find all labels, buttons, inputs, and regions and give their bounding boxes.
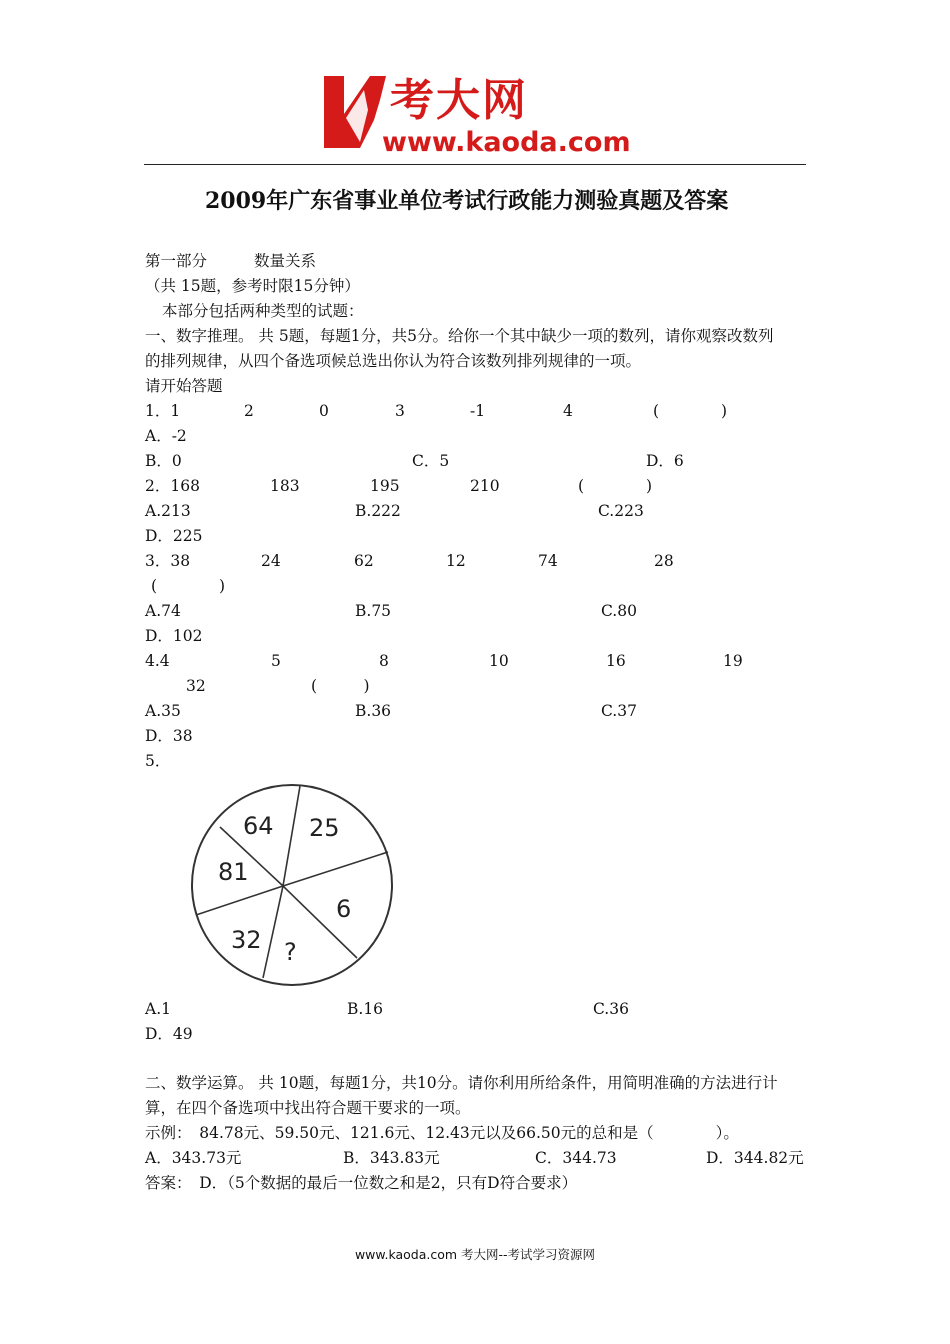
q1-blank: ( ): [653, 402, 728, 420]
part-name: 数量关系: [254, 252, 317, 270]
section1-desc-line2: 的排列规律，从四个备选项候总选出你认为符合该数列排列规律的一项。: [145, 352, 642, 370]
part-label: 第一部分: [145, 252, 208, 270]
q4-blank: ( ): [311, 677, 370, 695]
kaoda-k-logo-icon: [320, 70, 390, 150]
q4-option-b: B.36: [355, 702, 392, 720]
logo-url: www.kaoda.com: [382, 127, 631, 158]
q4-term: 8: [379, 652, 389, 670]
header-divider: [144, 164, 806, 165]
circle-unknown: ?: [284, 938, 297, 966]
q1-term: 4: [563, 402, 573, 420]
q3-option-d: D．102: [145, 627, 203, 645]
q3-option-c: C.80: [601, 602, 637, 620]
q3-term: 74: [538, 552, 558, 570]
q3-option-b: B.75: [355, 602, 392, 620]
q1-option-c: C．5: [412, 452, 450, 470]
q3-term: 12: [446, 552, 466, 570]
q4-option-d: D．38: [145, 727, 193, 745]
q1-option-d: D．6: [646, 452, 684, 470]
q5-option-b: B.16: [347, 1000, 384, 1018]
q1-term: 0: [319, 402, 329, 420]
section2-desc-line1: 二、数学运算。 共 10题，每题1分，共10分。请你利用所给条件，用简明准确的方法进行计: [145, 1074, 778, 1092]
q3-number: 3．38: [145, 552, 191, 570]
q2-number: 2．168: [145, 477, 200, 495]
section1-desc-line1: 一、数字推理。 共 5题，每题1分，共5分。给你一个其中缺少一项的数列，请你观察改数列: [145, 327, 774, 345]
q2-option-d: D．225: [145, 527, 203, 545]
circle-number: 25: [309, 814, 340, 842]
q4-option-c: C.37: [601, 702, 637, 720]
q1-term: -1: [470, 402, 486, 420]
part-meta: （共 15题，参考时限15分钟）: [145, 277, 360, 295]
part-intro: 本部分包括两种类型的试题：: [162, 302, 364, 320]
q2-term: 210: [470, 477, 500, 495]
example-option-d: D．344.82元: [706, 1149, 804, 1167]
q4-term: 10: [489, 652, 509, 670]
q1-option-a: A．-2: [145, 427, 187, 445]
example-answer: 答案： D．（5个数据的最后一位数之和是2，只有D符合要求）: [145, 1174, 578, 1192]
example-option-b: B．343.83元: [343, 1149, 440, 1167]
q3-term: 24: [261, 552, 281, 570]
circle-number: 32: [231, 926, 262, 954]
q2-option-c: C.223: [598, 502, 644, 520]
q3-option-a: A.74: [145, 602, 181, 620]
example-option-c: C．344.73: [535, 1149, 617, 1167]
q4-term: 32: [186, 677, 206, 695]
q1-term: 2: [244, 402, 254, 420]
q2-term: 183: [270, 477, 300, 495]
q2-option-a: A.213: [145, 502, 191, 520]
page-footer: www.kaoda.com 考大网--考试学习资源网: [354, 1247, 596, 1262]
q2-term: 195: [370, 477, 400, 495]
example-option-a: A．343.73元: [145, 1149, 242, 1167]
circle-number: 64: [243, 812, 274, 840]
q2-option-b: B.222: [355, 502, 401, 520]
q4-term: 5: [271, 652, 281, 670]
q3-term: 62: [354, 552, 374, 570]
logo-text: 考大网: [390, 75, 528, 126]
q5-circle-figure: [185, 782, 400, 987]
q4-term: 19: [723, 652, 743, 670]
q1-term: 3: [395, 402, 405, 420]
q5-option-c: C.36: [593, 1000, 629, 1018]
q4-term: 16: [606, 652, 626, 670]
section2-desc-line2: 算，在四个备选项中找出符合题干要求的一项。: [145, 1099, 471, 1117]
q3-blank: ( ): [151, 577, 226, 595]
q5-option-a: A.1: [145, 1000, 171, 1018]
document-title: 2009年广东省事业单位考试行政能力测验真题及答案: [205, 188, 729, 214]
example-question: 示例： 84.78元、59.50元、121.6元、12.43元以及66.50元的总和是（ ）。: [145, 1124, 739, 1142]
circle-number: 81: [218, 858, 249, 886]
q4-number: 4.4: [145, 652, 170, 670]
start-prompt: 请开始答题: [145, 377, 223, 395]
q5-number: 5．: [145, 752, 171, 770]
q5-option-d: D．49: [145, 1025, 193, 1043]
q4-option-a: A.35: [145, 702, 181, 720]
q2-blank: ( ): [578, 477, 653, 495]
q3-term: 28: [654, 552, 674, 570]
q1-option-b: B．0: [145, 452, 182, 470]
q1-number: 1．1: [145, 402, 181, 420]
circle-number: 6: [336, 895, 352, 923]
